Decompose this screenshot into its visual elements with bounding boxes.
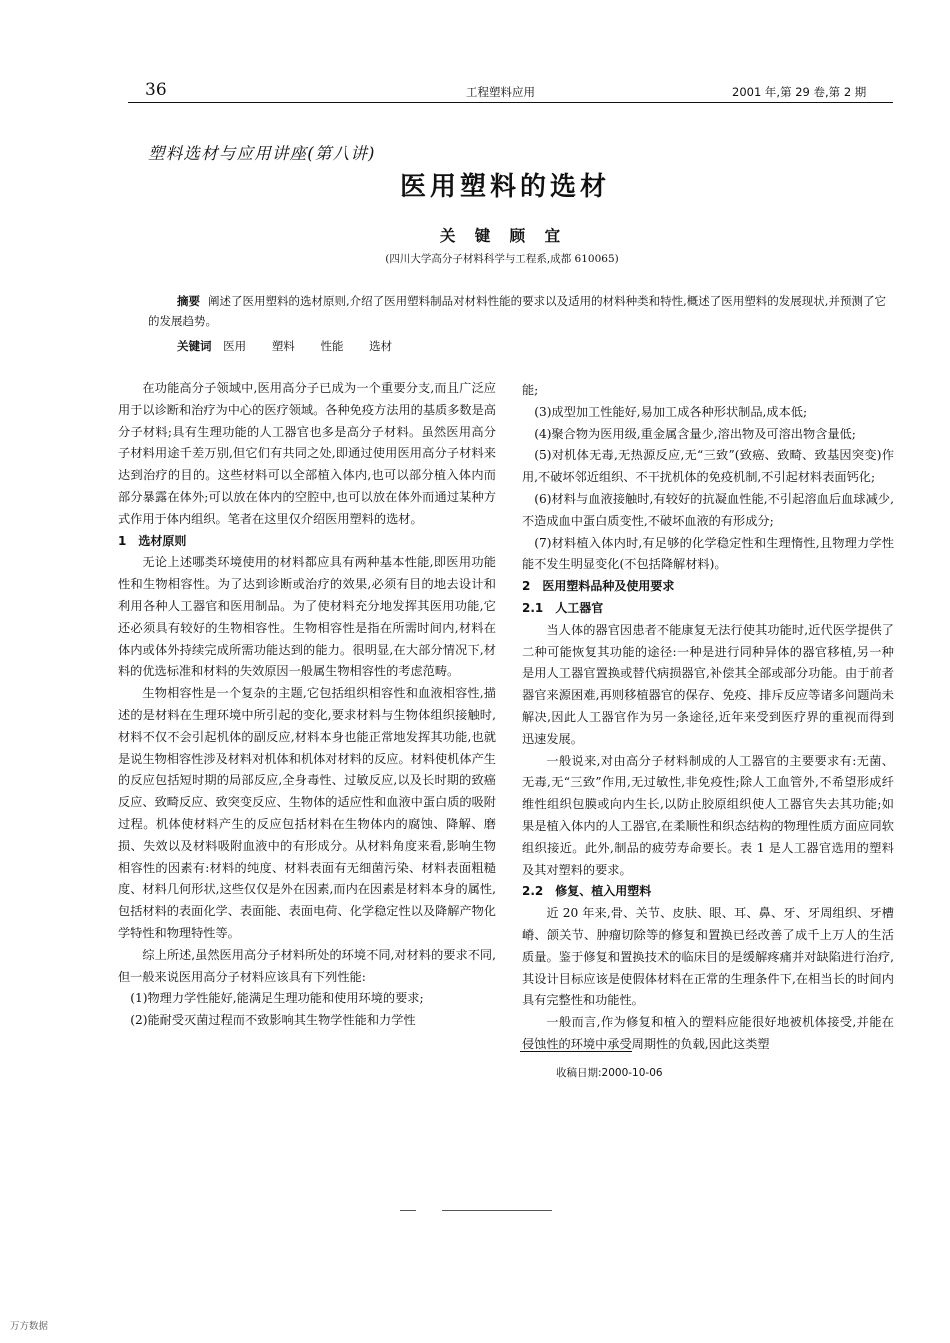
- paragraph: 一般说来,对由高分子材料制成的人工器官的主要要求有:无菌、无毒,无“三致”作用,无过敏性,非免疫性;除人工血管外,不希望形成纤维性组织包膜或向内生长,以防止胶原组织使人工器官失去其功能;如果是植入体内的人工器官,在柔顺性和织态结构的物理性质方面应同软组织接近。此外,制品的疲劳寿命要长。表 1 是人工器官选用的塑料及其对塑料的要求。: [522, 753, 894, 877]
- list-item: (2)能耐受灭菌过程而不致影响其生物学性能和力学性: [130, 1013, 416, 1028]
- running-header-journal: 工程塑料应用: [466, 85, 535, 99]
- subsection-heading-2-2: 2.2 修复、植入用塑料: [522, 884, 652, 899]
- keyword: 医用: [223, 339, 247, 353]
- section-heading-2: 2 医用塑料品种及使用要求: [522, 579, 675, 594]
- authors: 关 键 顾 宜: [439, 226, 561, 245]
- series-title: 塑料选材与应用讲座(第八讲): [148, 144, 376, 163]
- abstract-text: 阐述了医用塑料的选材原则,介绍了医用塑料制品对材料性能的要求以及适用的材料种类和特性,概述了医用塑料的发展现状,并预测了它的发展趋势。: [148, 294, 886, 328]
- intro-paragraph: 在功能高分子领域中,医用高分子已成为一个重要分支,而且广泛应用于以诊断和治疗为中心的医疗领域。各种免疫方法用的基质多数是高分子材料;具有生理功能的人工器官也多是高分子材料。虽然医用高分子材料用途千差万别,但它们有共同之处,即通过使用医用高分子材料来达到治疗的目的。这些材料可以全部植入体内,也可以部分植入体内而部分暴露在体外;可以放在体内的空腔中,也可以放在体外而通过某种方式作用于体内组织。笔者在这里仅介绍医用塑料的选材。: [118, 381, 496, 526]
- header-rule: [128, 102, 893, 103]
- paragraph: 综上所述,虽然医用高分子材料所处的环境不同,对材料的要求不同,但一般来说医用高分子材料应该具有下列性能:: [118, 947, 496, 984]
- watermark: 万方数据: [10, 1321, 49, 1332]
- paragraph: 一般而言,作为修复和植入的塑料应能很好地被机体接受,并能在侵蚀性的环境中承受周期性的负载,因此这类塑: [522, 1015, 894, 1051]
- keyword: 塑料: [271, 339, 295, 353]
- page-number: 36: [145, 80, 167, 100]
- abstract-label: 摘要: [177, 294, 200, 308]
- bottom-dash: [400, 1210, 416, 1211]
- paragraph: 当人体的器官因患者不能康复无法行使其功能时,近代医学提供了二种可能恢复其功能的途径:一种是进行同种异体的器官移植,另一种是用人工器官置换或替代病损器官,补偿其全部或部分功能。由于前者器官来源困难,再则移植器官的保存、免疫、排斥反应等诸多问题尚未解决,因此人工器官作为另一条途径,近年来受到医疗界的重视而得到迅速发展。: [522, 622, 894, 746]
- keyword: 选材: [369, 339, 393, 353]
- subsection-heading-2-1: 2.1 人工器官: [522, 600, 604, 615]
- paragraph: 无论上述哪类环境使用的材料都应具有两种基本性能,即医用功能性和生物相容性。为了达到诊断或治疗的效果,必须有目的地去设计和利用各种人工器官和医用制品。为了使材料充分地发挥其医用功能,它还必须具有较好的生物相容性。生物相容性是指在所需时间内,材料在体内或体外持续完成所需功能达到的能力。很明显,在大部分情况下,材料的优选标准和材料的失效原因一般属生物相容性的考虑范畴。: [118, 555, 496, 679]
- keyword: 性能: [320, 339, 344, 353]
- list-item: (1)物理力学性能好,能满足生理功能和使用环境的要求;: [130, 991, 424, 1006]
- paragraph: 近 20 年来,骨、关节、皮肤、眼、耳、鼻、牙、牙周组织、牙槽嵴、颌关节、肿瘤切除等的修复和置换已经改善了成千上万人的生活质量。鉴于修复和置换技术的临床目的是缓解疼痛并对缺陷进行治疗,其设计目标应该是使假体材料在正常的生理条件下,在相当长的时间内具有完整性和功能性。: [522, 906, 894, 1008]
- keywords: [177, 338, 414, 354]
- paragraph: 生物相容性是一个复杂的主题,它包括组织相容性和血液相容性,描述的是材料在生理环境中所引起的变化,要求材料与生物体组织接触时,材料不仅不会引起机体的副反应,材料本身也能正常地发挥其功能,也就是说生物相容性涉及材料对机体和机体对材料的反应。材料使机体产生的反应包括短时期的局部反应,全身毒性、过敏反应,以及长时期的致癌反应、致畸反应、致突变反应、生物体的适应性和血液中蛋白质的吸附过程。机体使材料产生的反应包括材料在生物体内的腐蚀、降解、磨损、失效以及材料吸附血液中的有形成分。从材料角度来看,影响生物相容性的因素有:材料的纯度、材料表面有无细菌污染、材料表面粗糙度、材料几何形状,这些仅仅是外在因素,而内在因素是材料本身的属性,包括材料的表面化学、表面能、表面电荷、化学稳定性以及降解产物化学特性和物理特性等。: [118, 686, 496, 940]
- abstract: [148, 291, 888, 331]
- affiliation: (四川大学高分子材料科学与工程系,成都 610065): [385, 253, 619, 265]
- list-item: (3)成型加工性能好,易加工成各种形状制品,成本低;: [534, 404, 808, 419]
- footnote-rule: [520, 1051, 632, 1052]
- left-column: [118, 378, 496, 1032]
- keywords-label: 关键词: [177, 339, 212, 353]
- list-item: (5)对机体无毒,无热源反应,无“三致”(致癌、致畸、致基因突变)作用,不破坏邻近组织、不干扰机体的免疫机制,不引起材料表面钙化;: [522, 448, 894, 485]
- paragraph-continuation: 能;: [522, 383, 539, 397]
- article-title: 医用塑料的选材: [399, 172, 610, 202]
- list-item: (6)材料与血液接触时,有较好的抗凝血性能,不引起溶血后血球减少,不造成血中蛋白质变性,不破坏血液的有形成分;: [522, 491, 894, 528]
- running-header-issue: 2001 年,第 29 卷,第 2 期: [732, 85, 867, 99]
- list-item: (7)材料植入体内时,有足够的化学稳定性和生理惰性,且物理力学性能不发生明显变化(不包括降解材料)。: [522, 535, 894, 572]
- list-item: (4)聚合物为医用级,重金属含量少,溶出物及可溶出物含量低;: [534, 426, 856, 441]
- right-column: [522, 380, 894, 1056]
- received-date: 收稿日期:2000-10-06: [556, 1067, 663, 1079]
- section-heading-1: 1 选材原则: [118, 533, 187, 548]
- bottom-dash: [442, 1210, 552, 1211]
